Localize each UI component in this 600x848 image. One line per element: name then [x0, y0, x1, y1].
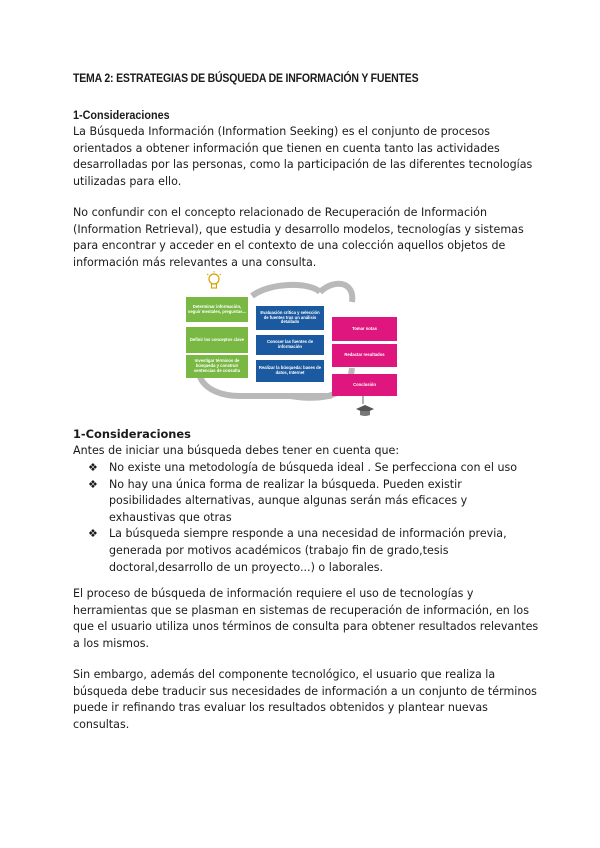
considerations-list	[88, 460, 528, 576]
list-item: ❖ No hay una única forma de realizar la búsqueda. Pueden existir posibilidades alternativas, aunque algunas serán más eficaces y exhaustivas que otras	[88, 477, 468, 524]
paragraph-information-retrieval: No confundir con el concepto relacionado de Recuperación de Información (Information Retrieval), que estudia y desarrollo modelos, tecnologías y sistemas para encontrar y acceder en el contexto de una colección aquellos objetos de información más relevantes a una consulta.	[73, 206, 524, 269]
section-heading-consideraciones: 1-Consideraciones	[73, 108, 170, 122]
list-item: ❖ La búsqueda siempre responde a una necesidad de información previa, generada por motivos académicos (trabajo fin de grado,tesis doctoral,desarrollo de un proyecto...) o laborales.	[88, 527, 507, 574]
bullets-intro: Antes de iniciar una búsqueda debes tener en cuenta que:	[73, 444, 400, 457]
graduation-cap-icon	[355, 404, 375, 418]
paragraph-recovery-systems: El proceso de búsqueda de información requiere el uso de tecnologías y herramientas que se plasman en sistemas de recuperación de información, en los que el usuario utiliza unos términos de consulta para obtener resultados relevantes a los mismos.	[73, 587, 539, 650]
blue-box-3: Realizar la búsqueda: bases de datos, Internet	[256, 360, 324, 382]
paragraph-information-seeking: La Búsqueda Información (Information Seeking) es el conjunto de procesos orientados a obtener información que tienen en cuenta tanto las actividades desarrolladas por las personas, como la participación de las diferentes tecnologías utilizadas para ello.	[73, 125, 533, 188]
pink-box-1: Tomar notas	[332, 317, 397, 341]
green-box-1: Determinar información, seguir mentales, preguntas...	[186, 297, 248, 322]
blue-box-1: Evaluación crítica y selección de fuentes tras un análisis detallado	[256, 306, 324, 330]
section-heading-consideraciones-2: 1-Consideraciones	[73, 427, 191, 441]
pink-box-3: Conclusión	[332, 374, 397, 396]
green-box-3: Investigar términos de búsqueda y construir sentencias de consulta	[186, 355, 248, 378]
paragraph-technological-component: Sin embargo, además del componente tecnológico, el usuario que realiza la búsqueda debe traducir sus necesidades de información a un conjunto de términos puede ir refinando tras evaluar los resultados obtenidos y plantear nuevas consultas.	[73, 668, 537, 731]
list-item: ❖ No existe una metodología de búsqueda ideal . Se perfecciona con el uso	[88, 460, 528, 477]
diamond-bullet-icon: ❖	[88, 477, 98, 491]
lightbulb-icon	[206, 271, 222, 291]
diamond-bullet-icon: ❖	[88, 527, 98, 541]
green-box-2: Definir los conceptos clave	[186, 327, 248, 353]
pink-box-2: Redactar resultados	[332, 344, 397, 367]
search-process-diagram	[180, 268, 438, 418]
diamond-bullet-icon: ❖	[88, 461, 98, 474]
document-title: TEMA 2: ESTRATEGIAS DE BÚSQUEDA DE INFORMACIÓN Y FUENTES	[73, 71, 419, 85]
blue-box-2: Conocer las fuentes de información	[256, 335, 324, 355]
